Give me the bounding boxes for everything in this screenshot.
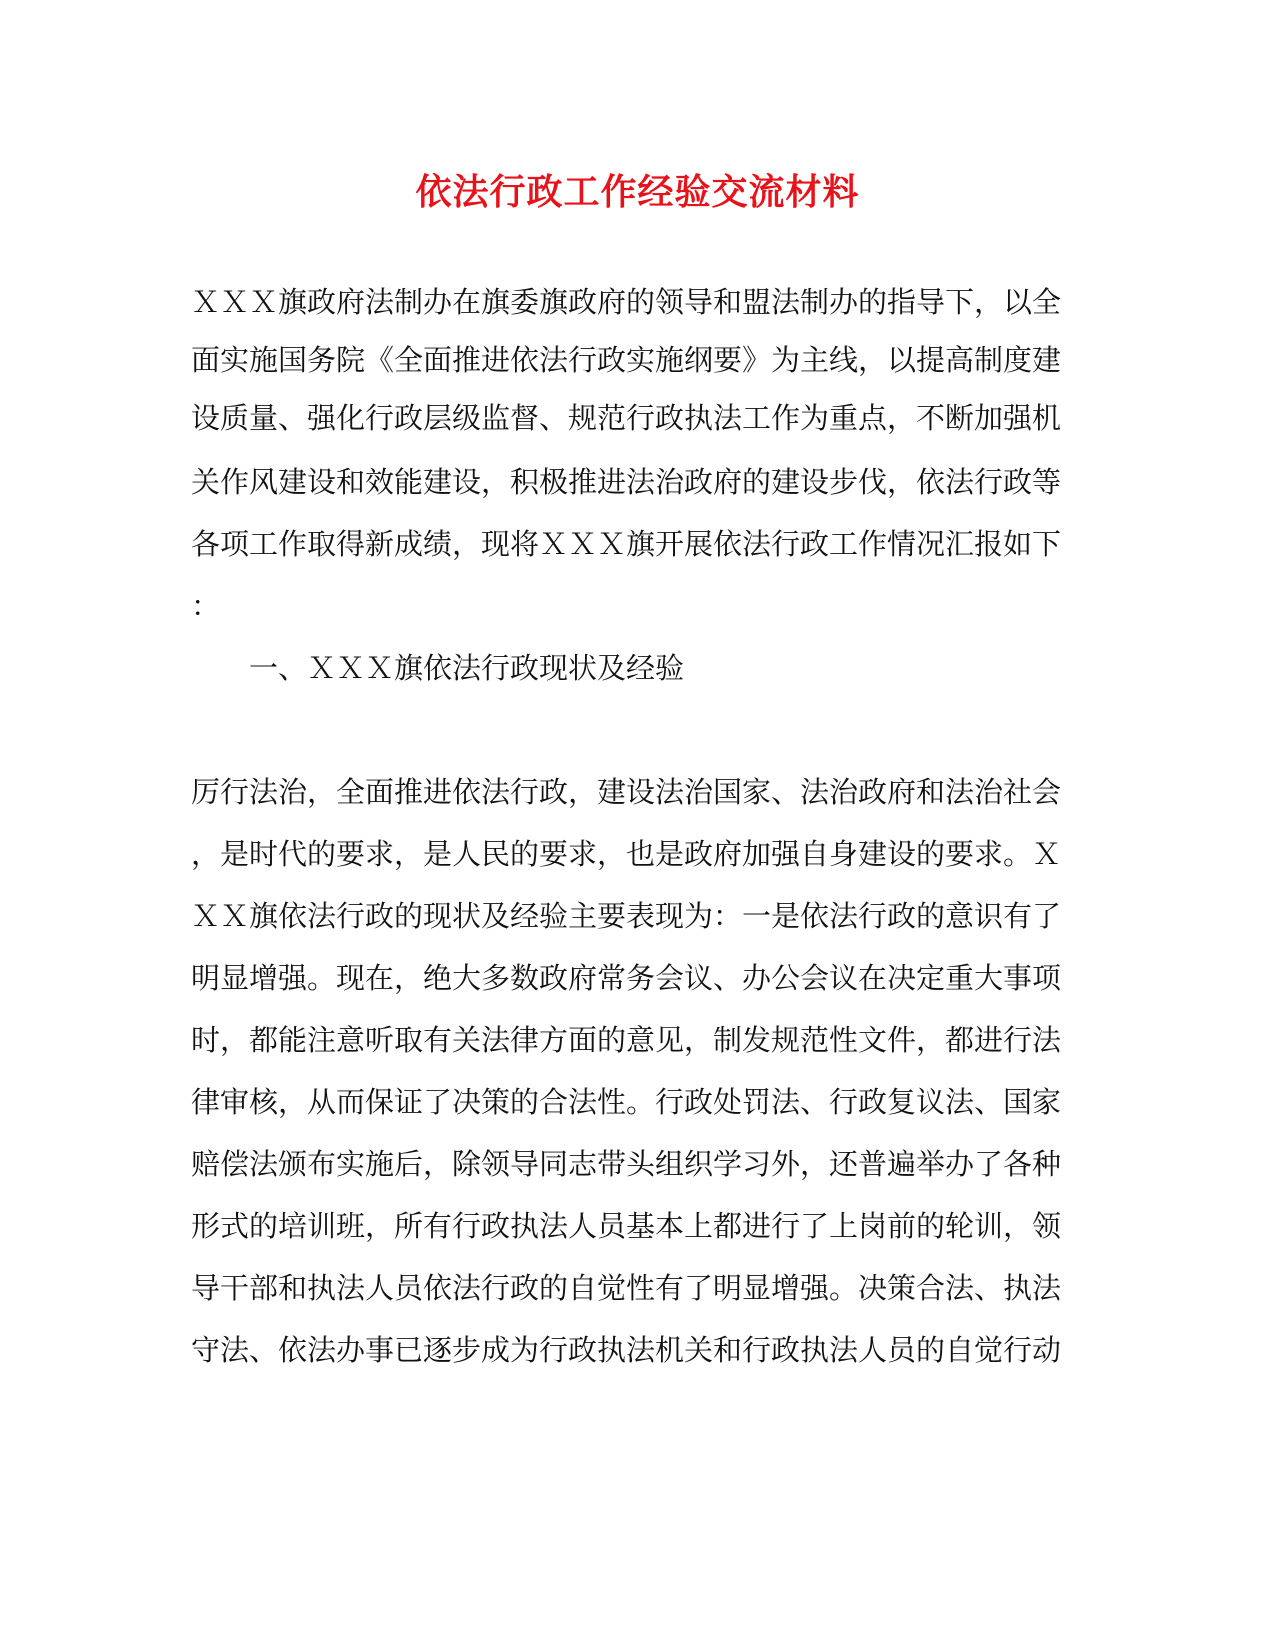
paragraph-2-line: 厉行法治，全面推进依法行政，建设法治国家、法治政府和法治社会 [191, 775, 1062, 809]
paragraph-2-line: 赔偿法颁布实施后，除领导同志带头组织学习外，还普遍举办了各种 [191, 1147, 1062, 1181]
document-title: 依法行政工作经验交流材料 [415, 171, 860, 213]
paragraph-1-line: 设质量、强化行政层级监督、规范行政执法工作为重点，不断加强机 [191, 401, 1062, 435]
paragraph-1-line: 面实施国务院《全面推进依法行政实施纲要》为主线，以提高制度建 [191, 343, 1062, 377]
paragraph-1-line: ＸＸＸ旗政府法制办在旗委旗政府的领导和盟法制办的指导下，以全 [191, 285, 1062, 319]
paragraph-2-line: 导干部和执法人员依法行政的自觉性有了明显增强。决策合法、执法 [191, 1271, 1062, 1305]
paragraph-2-line: ，是时代的要求，是人民的要求，也是政府加强自身建设的要求。Ｘ [191, 837, 1062, 871]
paragraph-2-line: 时，都能注意听取有关法律方面的意见，制发规范性文件，都进行法 [191, 1023, 1062, 1057]
paragraph-1-line: 各项工作取得新成绩，现将ＸＸＸ旗开展依法行政工作情况汇报如下 [191, 527, 1062, 561]
paragraph-1-line: 关作风建设和效能建设，积极推进法治政府的建设步伐，依法行政等 [191, 465, 1062, 499]
paragraph-2-line: ＸＸ旗依法行政的现状及经验主要表现为：一是依法行政的意识有了 [191, 899, 1062, 933]
paragraph-2-line: 形式的培训班，所有行政执法人员基本上都进行了上岗前的轮训，领 [191, 1209, 1062, 1243]
paragraph-2-line: 守法、依法办事已逐步成为行政执法机关和行政执法人员的自觉行动 [191, 1333, 1062, 1367]
paragraph-1-line: ： [191, 589, 221, 623]
section-heading: 一、ＸＸＸ旗依法行政现状及经验 [249, 651, 685, 685]
paragraph-2-line: 明显增强。现在，绝大多数政府常务会议、办公会议在决定重大事项 [191, 961, 1062, 995]
paragraph-2-line: 律审核，从而保证了决策的合法性。行政处罚法、行政复议法、国家 [191, 1085, 1062, 1119]
